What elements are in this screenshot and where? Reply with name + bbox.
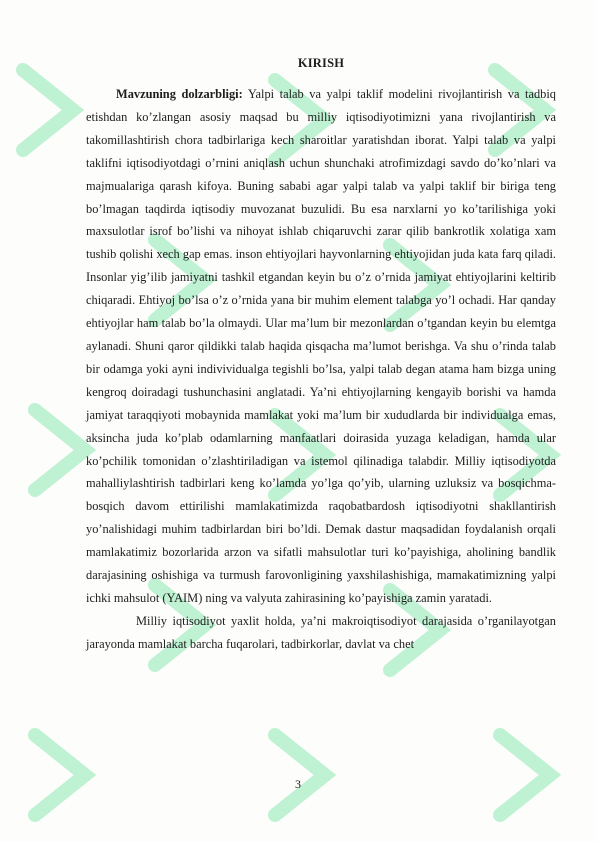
page-title: KIRISH [297,56,345,70]
paragraph [86,610,556,656]
paragraph [86,83,556,610]
page-number: 3 [295,777,301,791]
watermark-icon [475,715,595,835]
document-body [86,56,556,656]
watermark-icon [10,715,130,835]
watermark-icon [250,715,370,835]
paragraph-text: Milliy iqtisodiyot yaxlit holda, ya’ni makroiqtisodiyot darajasida o’rganilayotgan jarayonda mamlakat barcha fuqarolari, tadbirkorlar, davlat va chet [86,613,556,651]
paragraph-text: Yalpi talab va yalpi taklif modelini rivojlantirish va tadbiq etishdan ko’zlangan asosiy maqsad bu milliy iqtisodiyotimizni yana rivojlantirish va takomillashtirish chora tadbirlariga kech sharoitlar yaratishdan iborat. Yalpi talab va yalpi taklifni iqtisodiyotdagi o’rnini aniqlash uchun shunchaki atrofimizdagi savdo do’ko’nlari va majmualariga qarash kifoya. Buning sababi agar yalpi talab va yalpi taklif bir biriga teng bo’lmagan taqdirda iqtisodiy muvozanat buzulidi. Bu esa narxlarni yo ko’tarilishiga yoki maxsulotlar isrof bo’lishi va nihoyat ishlab chiqaruvchi zarar qilib bankrotlik xolatiga xam tushib qolishi xech gap emas. inson ehtiyojlari hayvonlarning ehtiyojidan juda kata farq qiladi. Insonlar yig’ilib jamiyatni tashkil etgandan keyin bu o’z o’rnida jamiyat ehtiyojlarini keltirib chiqaradi. Ehtiyoj bo’lsa o’z o’rnida yana bir muhim element talabga yo’l ochadi. Har qanday ehtiyojlar ham talab bo’la olmaydi. Ular ma’lum bir mezonlardan o’tgandan keyin bu elemtga aylanadi. Shuni qaror qildikki talab haqida qisqacha ma’lumot berishga. Va shu o’rinda talab bir odamga yoki ayni indivividualga tegishli bo’lsa, yalpi talab degan atama ham bizga uning kengroq doiradagi tushunchasini anglatadi. Ya’ni ehtiyojlarning kengayib borishi va hamda jamiyat taraqqiyoti mobaynida mamlakat yoki ma’lum bir xududlarda bir individualga emas, aksincha juda ko’plab odamlarning manfaatlari doirasida yuzaga keladigan, hamda ular ko’pchilik tomonidan o’zlashtiriladigan va istemol qilinadiga talabdir. Milliy iqtisodiyotda mahalliylashtirish tadbirlari keng ko’lamda yo’lga qo’yib, ularning uzluksiz va bosqichma-bosqich davom ettirilishi mamlakatimizda raqobatbardosh iqtisodiyotni shakllantirish yo’nalishidagi muhim tadbirlardan biri bo’ldi. Demak dastur maqsadidan foydalanish orqali mamlakatimiz bozorlarida arzon va sifatli mahsulotlar turi ko’payishiga, aholining bandlik darajasining oshishiga va turmush farovonligining yaxshilashishiga, mamakatimizning yalpi ichki mahsulot (YAIM) ning va valyuta zahirasining ko’payishiga zamin yaratadi. [86,87,556,605]
paragraph-lead: Mavzuning dolzarbligi: [116,87,243,101]
